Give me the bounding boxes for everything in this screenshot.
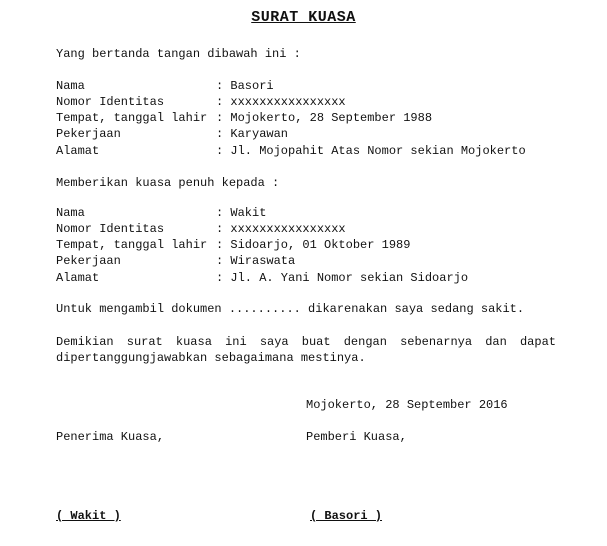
giver-signature-name: ( Basori ) [310,509,383,523]
field-label: Nama [56,206,85,220]
grantee-row-name [56,205,266,221]
grantee-row-job [56,253,295,269]
field-label: Nomor Identitas [56,222,165,236]
field-label: Tempat, tanggal lahir [56,238,208,252]
field-value: : Karyawan [216,127,289,141]
transfer-text: Memberikan kuasa penuh kepada : [56,176,280,190]
grantor-row-job [56,126,288,142]
grantor-row-id [56,94,346,110]
closing-paragraph: Demikian surat kuasa ini saya buat dengan sebenarnya dan dapat dipertanggungjawabkan sebagaimana mestinya. [56,335,556,365]
field-value: : Wakit [216,206,267,220]
purpose-text: Untuk mengambil dokumen .......... dikarenakan saya sedang sakit. [56,302,525,316]
field-value: : Jl. Mojopahit Atas Nomor sekian Mojokerto [216,144,526,158]
giver-label: Pemberi Kuasa, [306,430,407,444]
field-label: Nomor Identitas [56,95,165,109]
field-label: Alamat [56,144,100,158]
field-label: Nama [56,79,85,93]
field-label: Pekerjaan [56,127,121,141]
receiver-label: Penerima Kuasa, [56,430,165,444]
grantee-row-address [56,270,468,286]
grantee-row-birth [56,237,410,253]
grantor-row-name [56,78,274,94]
grantee-row-id [56,221,346,237]
intro-text: Yang bertanda tangan dibawah ini : [56,47,301,61]
document-title: SURAT KUASA [251,9,356,26]
field-value: : Basori [216,79,274,93]
field-label: Tempat, tanggal lahir [56,111,208,125]
field-label: Alamat [56,271,100,285]
field-value: : xxxxxxxxxxxxxxxx [216,95,346,109]
field-value: : Sidoarjo, 01 Oktober 1989 [216,238,411,252]
field-label: Pekerjaan [56,254,121,268]
place-date: Mojokerto, 28 September 2016 [306,398,508,412]
grantor-row-address [56,143,526,159]
field-value: : Wiraswata [216,254,296,268]
field-value: : Jl. A. Yani Nomor sekian Sidoarjo [216,271,469,285]
field-value: : xxxxxxxxxxxxxxxx [216,222,346,236]
field-value: : Mojokerto, 28 September 1988 [216,111,433,125]
receiver-signature-name: ( Wakit ) [56,509,121,523]
grantor-row-birth [56,110,432,126]
